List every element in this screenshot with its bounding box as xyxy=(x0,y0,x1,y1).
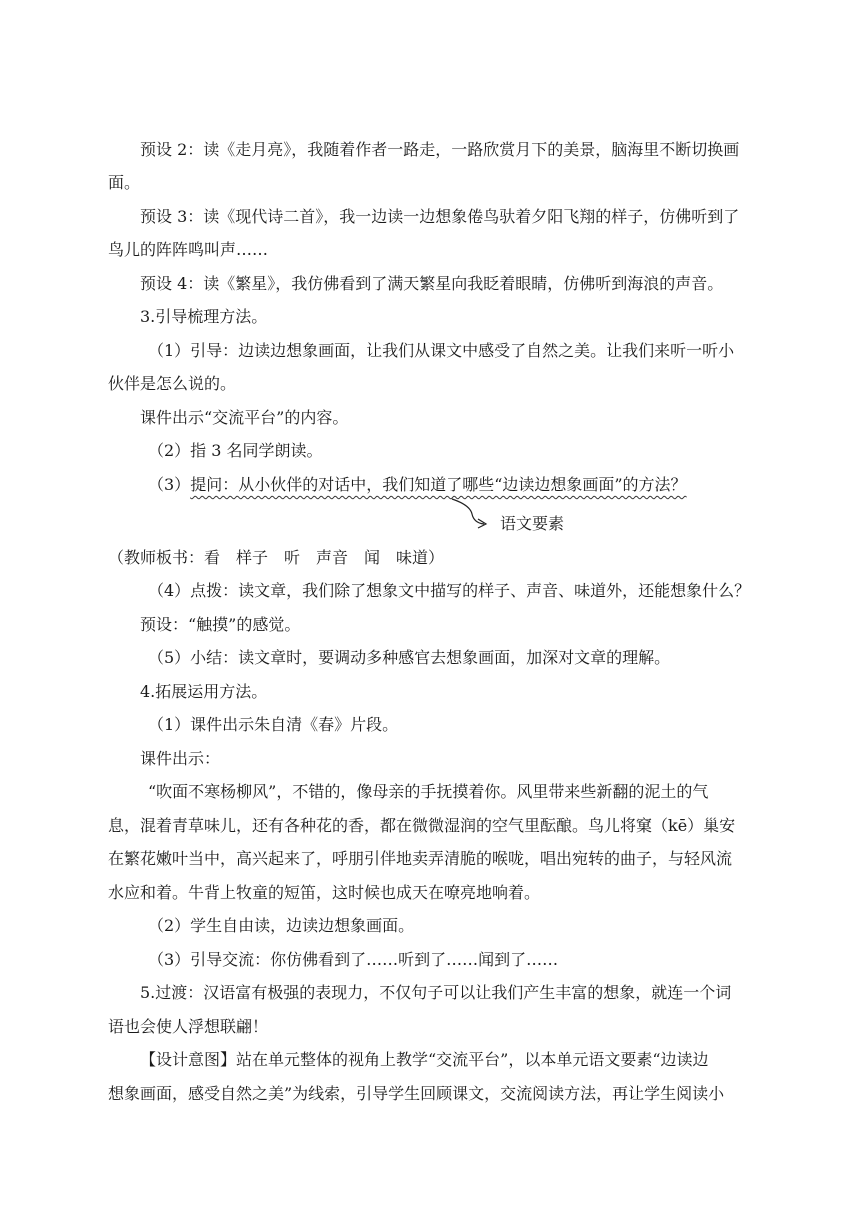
paragraph-transition-cont: 语也会使人浮想联翩！ xyxy=(108,1017,269,1036)
heading-step-4: 4.拓展运用方法。 xyxy=(140,682,268,701)
paragraph-spring-excerpt: （1）课件出示朱自清《春》片段。 xyxy=(148,715,399,734)
paragraph-free-reading: （2）学生自由读，边读边想象画面。 xyxy=(148,916,415,935)
paragraph-preset-3-cont: 鸟儿的阵阵鸣叫声…… xyxy=(108,240,269,259)
question-prefix: （3） xyxy=(148,475,191,494)
paragraph-guide-cont: 伙伴是怎么说的。 xyxy=(108,374,237,393)
heading-step-3: 3.引导梳理方法。 xyxy=(140,307,268,326)
paragraph-courseware-platform: 课件出示“交流平台”的内容。 xyxy=(140,408,349,427)
quote-line-4: 水应和着。牛背上牧童的短笛，这时候也成天在嘹亮地响着。 xyxy=(108,883,541,902)
paragraph-preset-3: 预设 3：读《现代诗二首》，我一边读一边想象倦鸟驮着夕阳飞翔的样子，仿佛听到了 xyxy=(140,207,740,226)
paragraph-exchange: （3）引导交流：你仿佛看到了……听到了……闻到了…… xyxy=(148,950,559,969)
paragraph-preset-2-cont: 面。 xyxy=(108,173,141,192)
annotation-label: 语文要素 xyxy=(500,514,565,533)
paragraph-courseware-show: 课件出示： xyxy=(140,749,221,768)
paragraph-design-intent-cont: 想象画面，感受自然之美”为线索，引导学生回顾课文，交流阅读方法，再让学生阅读小 xyxy=(108,1084,725,1103)
paragraph-preset-4: 预设 4：读《繁星》，我仿佛看到了满天繁星向我眨着眼睛，仿佛听到海浪的声音。 xyxy=(140,274,724,293)
paragraph-transition: 5.过渡：汉语富有极强的表现力，不仅句子可以让我们产生丰富的想象，就连一个词 xyxy=(140,983,732,1002)
paragraph-read-aloud: （2）指 3 名同学朗读。 xyxy=(148,441,323,460)
quote-line-2: 息，混着青草味儿，还有各种花的香，都在微微湿润的空气里酝酿。鸟儿将窠（kē）巢安 xyxy=(108,816,736,835)
paragraph-design-intent: 【设计意图】站在单元整体的视角上教学“交流平台”，以本单元语文要素“边读边 xyxy=(140,1050,709,1069)
paragraph-blackboard: （教师板书：看 样子 听 声音 闻 味道） xyxy=(108,548,445,567)
paragraph-preset-touch: 预设：“触摸”的感觉。 xyxy=(140,615,301,634)
quote-line-1: “吹面不寒杨柳风”，不错的，像母亲的手抚摸着你。风里带来些新翻的泥土的气 xyxy=(148,782,709,801)
quote-line-3: 在繁花嫩叶当中，高兴起来了，呼朋引伴地卖弄清脆的喉咙，唱出宛转的曲子，与轻风流 xyxy=(108,849,733,868)
paragraph-preset-2: 预设 2：读《走月亮》，我随着作者一路走，一路欣赏月下的美景，脑海里不断切换画 xyxy=(140,140,740,159)
paragraph-guide: （1）引导：边读边想象画面，让我们从课文中感受了自然之美。让我们来听一听小 xyxy=(148,341,735,360)
paragraph-hint: （4）点拨：读文章，我们除了想象文中描写的样子、声音、味道外，还能想象什么？ xyxy=(148,581,751,600)
question-underlined-text: 提问：从小伙伴的对话中，我们知道了哪些“边读边想象画面”的方法？ xyxy=(190,475,687,494)
paragraph-summary: （5）小结：读文章时，要调动多种感官去想象画面，加深对文章的理解。 xyxy=(148,648,671,667)
